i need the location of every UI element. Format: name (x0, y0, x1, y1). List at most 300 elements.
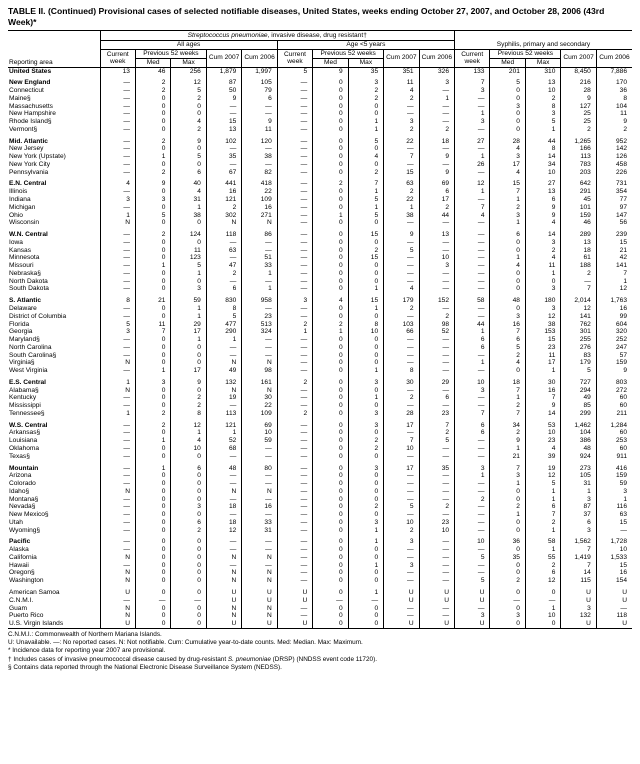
value-cell: — (100, 496, 135, 504)
reporting-area-cell: Delaware (9, 304, 37, 312)
value-cell: — (242, 344, 277, 352)
value-cell: 0 (313, 79, 348, 87)
value-cell: 0 (348, 496, 383, 504)
table-row (8, 437, 632, 445)
value-cell: 1 (313, 328, 348, 336)
value-cell: 0 (313, 95, 348, 103)
value-cell: 159 (561, 212, 596, 220)
value-cell: 99 (596, 313, 632, 321)
reporting-area-cell: Colorado (9, 480, 36, 488)
value-cell: — (455, 527, 490, 535)
table-row (8, 336, 632, 344)
value-cell: 0 (490, 496, 525, 504)
value-cell: 118 (596, 612, 632, 620)
value-cell: U (596, 597, 632, 605)
reporting-area-cell: Minnesota (9, 254, 40, 262)
value-cell: 104 (561, 429, 596, 437)
value-cell: 180 (525, 297, 560, 305)
value-cell: N (242, 612, 277, 620)
value-cell: 127 (561, 103, 596, 111)
value-cell: 0 (313, 589, 348, 597)
value-cell: 10 (348, 328, 383, 336)
value-cell: 2 (348, 95, 383, 103)
value-cell: 53 (525, 422, 560, 430)
value-cell: 2 (455, 496, 490, 504)
value-cell: 13 (525, 188, 560, 196)
value-cell: 0 (171, 496, 206, 504)
value-cell: 0 (313, 620, 348, 628)
value-cell: 3 (384, 118, 419, 126)
value-cell: 0 (135, 519, 170, 527)
col-header-prev52-3: Previous 52 weeks (490, 50, 561, 59)
value-cell: — (277, 212, 312, 220)
value-cell: 0 (313, 313, 348, 321)
value-cell: — (100, 87, 135, 95)
value-cell: — (277, 231, 312, 239)
value-cell: 97 (596, 204, 632, 212)
value-cell: 10 (455, 379, 490, 387)
reporting-area-cell: Maryland§ (9, 336, 40, 344)
value-cell: 14 (525, 231, 560, 239)
reporting-area-cell: North Dakota (9, 277, 48, 285)
value-cell: 418 (242, 180, 277, 188)
value-cell: 3 (525, 110, 560, 118)
value-cell: — (419, 219, 454, 227)
value-cell: 153 (525, 328, 560, 336)
value-cell: — (206, 103, 241, 111)
value-cell: 0 (171, 359, 206, 367)
value-cell: 159 (596, 359, 632, 367)
value-cell: 4 (384, 285, 419, 293)
value-cell: 0 (313, 254, 348, 262)
value-cell: 3 (490, 612, 525, 620)
value-cell: — (455, 519, 490, 527)
subgroup-header-under5: Age <5 years (277, 41, 454, 50)
value-cell: — (100, 527, 135, 535)
value-cell: 0 (490, 305, 525, 313)
value-cell: 3 (135, 379, 170, 387)
value-cell: — (277, 488, 312, 496)
value-cell: 1 (348, 305, 383, 313)
value-cell: 1 (348, 204, 383, 212)
value-cell: 17 (419, 196, 454, 204)
value-cell: 3 (455, 387, 490, 395)
value-cell: 15 (348, 297, 383, 305)
value-cell: 9 (171, 379, 206, 387)
value-cell: — (100, 445, 135, 453)
value-cell: 3 (490, 313, 525, 321)
value-cell: 1 (348, 188, 383, 196)
value-cell: 3 (348, 410, 383, 418)
value-cell: 351 (384, 67, 419, 75)
value-cell: 2 (490, 577, 525, 585)
value-cell: — (100, 79, 135, 87)
value-cell: 271 (242, 212, 277, 220)
value-cell: 1 (348, 394, 383, 402)
value-cell: 0 (135, 278, 170, 286)
value-cell: 9 (242, 118, 277, 126)
value-cell: 0 (348, 344, 383, 352)
value-cell: — (206, 402, 241, 410)
value-cell: — (100, 519, 135, 527)
value-cell: 7 (561, 285, 596, 293)
value-cell: 2 (525, 247, 560, 255)
reporting-area-cell: Oregon§ (9, 569, 35, 577)
value-cell: 1,997 (242, 67, 277, 75)
value-cell: 1 (171, 313, 206, 321)
value-cell: 2 (171, 95, 206, 103)
table-row (8, 620, 632, 628)
value-cell: 0 (313, 429, 348, 437)
value-cell: — (455, 480, 490, 488)
value-cell: 1,419 (561, 554, 596, 562)
value-cell: U (206, 620, 241, 628)
value-cell: 11 (525, 262, 560, 270)
reporting-area-cell: Mountain (9, 464, 39, 472)
value-cell: 326 (419, 67, 454, 75)
value-cell: 5 (490, 79, 525, 87)
value-cell: 15 (384, 169, 419, 177)
value-cell: 2 (525, 95, 560, 103)
footnote-provisional: * Incidence data for reporting year 2007 are provisional. (8, 647, 166, 655)
value-cell: 4 (490, 359, 525, 367)
table-row (8, 577, 632, 585)
value-cell: N (242, 554, 277, 562)
value-cell: — (455, 445, 490, 453)
value-cell: 0 (135, 429, 170, 437)
value-cell: 82 (242, 169, 277, 177)
value-cell: — (419, 511, 454, 519)
value-cell: 604 (596, 321, 632, 329)
value-cell: 0 (135, 612, 170, 620)
value-cell: 3 (561, 496, 596, 504)
value-cell: 226 (596, 169, 632, 177)
value-cell: 0 (171, 103, 206, 111)
value-cell: 5 (171, 87, 206, 95)
value-cell: 159 (596, 472, 632, 480)
value-cell: — (277, 247, 312, 255)
value-cell: 5 (348, 196, 383, 204)
value-cell: 123 (171, 254, 206, 262)
table-row (8, 305, 632, 313)
value-cell: 9 (525, 204, 560, 212)
value-cell: 0 (348, 262, 383, 270)
value-cell: — (277, 285, 312, 293)
value-cell: — (596, 605, 632, 613)
value-cell: — (525, 597, 560, 605)
value-cell: 1 (525, 496, 560, 504)
value-cell: 17 (384, 422, 419, 430)
value-cell: 2 (348, 437, 383, 445)
value-cell: 5 (384, 247, 419, 255)
value-cell: 19 (525, 465, 560, 473)
value-cell: 3 (100, 328, 135, 336)
value-cell: — (455, 605, 490, 613)
value-cell: 0 (135, 254, 170, 262)
value-cell: — (419, 161, 454, 169)
value-cell: — (277, 87, 312, 95)
value-cell: 5 (525, 118, 560, 126)
value-cell: 39 (525, 453, 560, 461)
table-row (8, 169, 632, 177)
value-cell: 0 (171, 352, 206, 360)
value-cell: 1 (490, 480, 525, 488)
value-cell: 0 (348, 110, 383, 118)
value-cell: 35 (206, 153, 241, 161)
reporting-area-cell: West Virginia (9, 367, 48, 375)
value-cell: 9 (490, 437, 525, 445)
value-cell: — (277, 359, 312, 367)
value-cell: 0 (313, 110, 348, 118)
value-cell: — (384, 352, 419, 360)
value-cell: 31 (561, 480, 596, 488)
value-cell: — (384, 612, 419, 620)
value-cell: 7 (490, 188, 525, 196)
value-cell: 15 (596, 239, 632, 247)
value-cell: — (419, 546, 454, 554)
value-cell: 57 (596, 352, 632, 360)
value-cell: 59 (596, 480, 632, 488)
value-cell: 16 (596, 305, 632, 313)
value-cell: — (277, 554, 312, 562)
value-cell: — (100, 305, 135, 313)
value-cell: 1 (455, 359, 490, 367)
value-cell: 7 (525, 511, 560, 519)
table-row (8, 103, 632, 111)
table-row (8, 597, 632, 605)
table-row (8, 394, 632, 402)
value-cell: 0 (490, 620, 525, 628)
value-cell: 0 (313, 169, 348, 177)
value-cell: 10 (596, 546, 632, 554)
value-cell: 45 (561, 196, 596, 204)
table-row (8, 297, 632, 305)
value-cell: 0 (135, 527, 170, 535)
value-cell: 16 (242, 503, 277, 511)
value-cell: 0 (135, 188, 170, 196)
value-cell: 87 (206, 79, 241, 87)
value-cell: 9 (419, 153, 454, 161)
table-row (8, 153, 632, 161)
value-cell: 6 (455, 429, 490, 437)
reporting-area-cell: District of Columbia (9, 312, 67, 320)
value-cell: 4 (490, 262, 525, 270)
value-cell: 17 (171, 367, 206, 375)
value-cell: 0 (135, 103, 170, 111)
value-cell: U (455, 620, 490, 628)
value-cell: 3 (455, 87, 490, 95)
value-cell: — (100, 110, 135, 118)
col-header-current-week-1: Current week (100, 50, 135, 68)
value-cell: 958 (242, 297, 277, 305)
value-cell: — (455, 511, 490, 519)
value-cell: 52 (206, 437, 241, 445)
value-cell: — (100, 480, 135, 488)
value-cell: 3 (348, 379, 383, 387)
value-cell: 0 (313, 554, 348, 562)
value-cell: 7 (490, 328, 525, 336)
table-row (8, 95, 632, 103)
reporting-area-cell: E.N. Central (9, 180, 47, 188)
value-cell: 6 (490, 231, 525, 239)
table-row (8, 488, 632, 496)
table-row (8, 429, 632, 437)
value-cell: 0 (490, 519, 525, 527)
value-cell: U (561, 589, 596, 597)
value-cell: 2 (206, 270, 241, 278)
value-cell: — (242, 496, 277, 504)
value-cell: — (277, 465, 312, 473)
value-cell: 22 (384, 138, 419, 146)
reporting-area-cell: Rhode Island§ (9, 118, 52, 126)
value-cell: 0 (348, 612, 383, 620)
value-cell: 3 (525, 239, 560, 247)
reporting-area-cell: Virginia§ (9, 359, 35, 367)
value-cell: 0 (490, 488, 525, 496)
value-cell: — (277, 95, 312, 103)
value-cell: 60 (596, 429, 632, 437)
value-cell: 1 (135, 437, 170, 445)
value-cell: 13 (561, 239, 596, 247)
value-cell: 69 (242, 422, 277, 430)
value-cell: 0 (171, 344, 206, 352)
value-cell: 52 (419, 328, 454, 336)
value-cell: 4 (171, 118, 206, 126)
value-cell: 10 (455, 538, 490, 546)
value-cell: — (561, 278, 596, 286)
value-cell: 0 (313, 278, 348, 286)
value-cell: 132 (561, 612, 596, 620)
value-cell: 0 (313, 305, 348, 313)
value-cell: 727 (561, 379, 596, 387)
value-cell: — (277, 138, 312, 146)
value-cell: — (277, 79, 312, 87)
value-cell: 0 (313, 247, 348, 255)
value-cell: 0 (313, 367, 348, 375)
value-cell: — (100, 270, 135, 278)
value-cell: 27 (525, 180, 560, 188)
table-header (8, 31, 632, 67)
value-cell: 7 (455, 204, 490, 212)
value-cell: 6 (525, 569, 560, 577)
reporting-area-cell: U.S. Virgin Islands (9, 620, 64, 628)
value-cell: 28 (490, 138, 525, 146)
value-cell: U (561, 620, 596, 628)
value-cell: 0 (490, 110, 525, 118)
value-cell: 9 (313, 67, 348, 75)
value-cell: 0 (135, 496, 170, 504)
value-cell: — (419, 352, 454, 360)
value-cell: 9 (171, 138, 206, 146)
value-cell: — (419, 472, 454, 480)
table-row (8, 161, 632, 169)
value-cell: 31 (242, 527, 277, 535)
value-cell: 9 (596, 367, 632, 375)
value-cell: — (206, 472, 241, 480)
value-cell: 2 (419, 429, 454, 437)
value-cell: — (419, 285, 454, 293)
value-cell: 1 (455, 153, 490, 161)
value-cell: 2 (348, 169, 383, 177)
value-cell: 291 (561, 188, 596, 196)
value-cell: — (206, 538, 241, 546)
value-cell: 6 (419, 188, 454, 196)
value-cell: 34 (525, 161, 560, 169)
value-cell: — (242, 511, 277, 519)
value-cell: — (419, 562, 454, 570)
value-cell: — (277, 204, 312, 212)
value-cell: — (277, 527, 312, 535)
value-cell: — (100, 538, 135, 546)
table-row (8, 180, 632, 188)
value-cell: — (100, 352, 135, 360)
value-cell: 7 (561, 546, 596, 554)
value-cell: — (384, 145, 419, 153)
value-cell: 0 (348, 278, 383, 286)
value-cell: — (277, 196, 312, 204)
col-header-max-2: Max (348, 58, 383, 67)
value-cell: 5 (455, 554, 490, 562)
value-cell: — (455, 394, 490, 402)
value-cell: — (100, 95, 135, 103)
value-cell: — (596, 527, 632, 535)
value-cell: 0 (135, 402, 170, 410)
value-cell: — (384, 387, 419, 395)
value-cell: 0 (171, 472, 206, 480)
value-cell: — (277, 352, 312, 360)
value-cell: 0 (313, 480, 348, 488)
value-cell: 0 (135, 387, 170, 395)
value-cell: — (100, 422, 135, 430)
value-cell: 216 (561, 79, 596, 87)
value-cell: 0 (171, 219, 206, 227)
value-cell: 8 (525, 145, 560, 153)
value-cell: 15 (490, 180, 525, 188)
value-cell: — (206, 562, 241, 570)
value-cell: 170 (596, 79, 632, 87)
table-row (8, 519, 632, 527)
table-row (8, 110, 632, 118)
value-cell: 0 (313, 519, 348, 527)
value-cell: — (100, 188, 135, 196)
value-cell: 5 (135, 212, 170, 220)
value-cell: 19 (206, 394, 241, 402)
value-cell: 2 (384, 527, 419, 535)
value-cell: 23 (419, 410, 454, 418)
value-cell: 0 (135, 95, 170, 103)
value-cell: 0 (135, 336, 170, 344)
value-cell: — (384, 336, 419, 344)
value-cell: — (100, 153, 135, 161)
value-cell: — (419, 103, 454, 111)
value-cell: 0 (313, 204, 348, 212)
value-cell: 2 (384, 126, 419, 134)
value-cell: — (419, 480, 454, 488)
value-cell: — (242, 562, 277, 570)
value-cell: — (384, 577, 419, 585)
value-cell: 7 (525, 394, 560, 402)
value-cell: — (384, 569, 419, 577)
value-cell: — (455, 219, 490, 227)
value-cell: — (455, 270, 490, 278)
value-cell: — (419, 554, 454, 562)
value-cell: — (455, 262, 490, 270)
value-cell: — (100, 562, 135, 570)
value-cell: 0 (348, 453, 383, 461)
value-cell: 6 (171, 169, 206, 177)
value-cell: U (277, 589, 312, 597)
value-cell: 101 (561, 204, 596, 212)
